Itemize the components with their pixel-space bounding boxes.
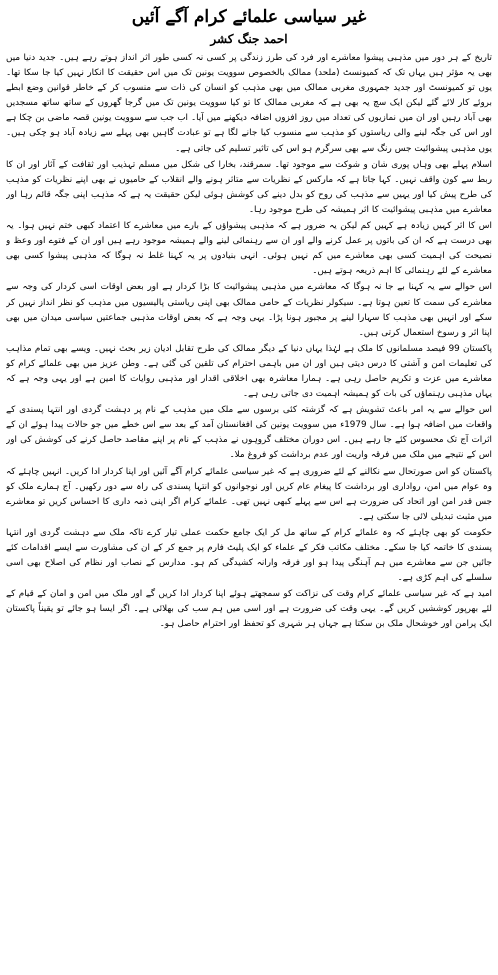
article-paragraph: تاریخ کے ہر دور میں مذہبی پیشوا معاشرے اور فرد کی طرز زندگی پر کسی نہ کسی طور اثر انداز ہوتے رہے ہیں۔ جدید دنیا میں بھی یہ مؤثر ہیں یہاں تک کہ کمیونسٹ (ملحد) ممالک بالخصوص سوویت یونین تک میں اس حقیقت کا انکار نہیں کیا جا سکا تھا۔ یوں تو کمیونسٹ اور جدید جمہوری مغربی ممالک میں بھی مذہب کو انسان کی ذات سے منسوب کر کے خاطر قوانین وضع ابطے بروئے کار لائے گئے لیکن ایک سچ یہ بھی ہے کہ مغربی ممالک کا تو کیا سوویت یونین تک میں گرجا گھروں کے ساتھ ساتھ مسجدیں بھی آباد رہیں اور ان میں نمازیوں کی تعداد میں روز افزوں اضافہ دیکھنے میں آیا۔ اب جب سے سوویت یونین قصہ ماضی بن چکا ہے اور اس کی جگہ لینے والی ریاستوں کو مذہب سے منسوب کیا جانے لگا ہے تو عبادت گاہیں بھی پہلے سے زیادہ آباد ہو چکی ہیں۔ یوں مذہبی پیشوائیت جس رنگ سے بھی سرگرم ہو اس کی تاثیر تسلیم کی جاتی ہے۔ (6, 53, 492, 154)
article-headline: غیر سیاسی علمائے کرام آگے آئیں (131, 7, 367, 27)
article-paragraph: اسلام پہلے بھی وہاں پوری شان و شوکت سے موجود تھا۔ سمرقند، بخارا کی شکل میں مسلم تہذیب اور ثقافت کے آثار اور ان کا ربط سے کون واقف نہیں۔ کہا جاتا ہے کہ مارکس کے نظریات سے متاثر ہونے والے انقلاب کے حامیوں نے بھی اپنے نظریات کو مذہب کی طرح پیش کیا اور یہیں سے مذہب کی روح کو بدل دینے کی کوشش ہوئی لیکن حقیقت یہ ہے کہ مذہب اپنی جگہ قائم رہا اور معاشرے میں مذہبی پیشوائیت کا اثر ہمیشہ کی طرح موجود رہا۔ (6, 159, 492, 215)
article-paragraph: اس کا اثر کہیں زیادہ ہے کہیں کم لیکن یہ ضرور ہے کہ مذہبی پیشواؤں کے بارے میں معاشرے کا اعتماد کبھی ختم نہیں ہوا۔ یہ بھی درست ہے کہ ان کی باتوں پر عمل کرنے والے اور ان سے رہنمائی لینے والے ہمیشہ موجود رہے ہیں اور ان کے فتوے اور وعظ و نصیحت کی اہمیت کسی بھی معاشرے میں کم نہیں ہوئی۔ انہی بنیادوں پر یہ کہنا غلط نہ ہوگا کہ مذہبی پیشوا کسی بھی معاشرے کے لئے رہنمائی کا اہم ذریعہ ہوتے ہیں۔ (6, 221, 492, 277)
article-body (6, 51, 492, 633)
article-paragraph: اس حوالے سے یہ کہنا بے جا نہ ہوگا کہ معاشرے میں مذہبی پیشوائیت کا بڑا کردار ہے اور بعض اوقات اسی کردار کی وجہ سے معاشرے کی سمت کا تعین ہوتا ہے۔ سیکولر نظریات کے حامی ممالک بھی اپنی ریاستی پالیسیوں میں مذہب کو نظر انداز نہیں کر سکے اور انہیں بھی مذہب کا سہارا لینے پر مجبور ہونا پڑا۔ یہی وجہ ہے کہ بعض اوقات مذہبی جماعتیں سیاسی میدان میں بھی اپنا اثر و رسوخ استعمال کرتی ہیں۔ (6, 282, 492, 338)
article-paragraph: امید ہے کہ غیر سیاسی علمائے کرام وقت کی نزاکت کو سمجھتے ہوئے اپنا کردار ادا کریں گے اور ملک میں امن و امان کے قیام کے لئے بھرپور کوششیں کریں گے۔ یہی وقت کی ضرورت ہے اور اسی میں ہم سب کی بھلائی ہے۔ اگر ایسا ہو جائے تو یقیناً پاکستان ایک پرامن اور خوشحال ملک بن سکتا ہے جہاں ہر شہری کو تحفظ اور احترام حاصل ہو۔ (6, 589, 492, 630)
article-column (6, 6, 492, 969)
article-byline: احمد جنگ کشر (210, 32, 288, 46)
article-paragraph: پاکستان کو اس صورتحال سے نکالنے کے لئے ضروری ہے کہ غیر سیاسی علمائے کرام آگے آئیں اور اپنا کردار ادا کریں۔ انہیں چاہئے کہ وہ عوام میں امن، رواداری اور برداشت کا پیغام عام کریں اور نوجوانوں کو انتہا پسندی کی راہ سے دور رکھیں۔ آج ہمارے ملک کو جس قدر امن اور اتحاد کی ضرورت ہے اس سے پہلے کبھی نہیں تھی۔ علمائے کرام اگر اپنی ذمہ داری کا احساس کریں تو معاشرے میں مثبت تبدیلی لائی جا سکتی ہے۔ (6, 466, 492, 522)
article-paragraph: حکومت کو بھی چاہئے کہ وہ علمائے کرام کے ساتھ مل کر ایک جامع حکمت عملی تیار کرے تاکہ ملک سے دہشت گردی اور انتہا پسندی کا خاتمہ کیا جا سکے۔ مختلف مکاتب فکر کے علماء کو ایک پلیٹ فارم پر جمع کر کے ان کی مشاورت سے ایسے اقدامات کئے جائیں جن سے معاشرے میں ہم آہنگی پیدا ہو اور فرقہ وارانہ کشیدگی کم ہو۔ مدارس کے نصاب اور نظام کی اصلاح بھی اسی سلسلے کی اہم کڑی ہے۔ (6, 527, 492, 584)
article-paragraph: پاکستان 99 فیصد مسلمانوں کا ملک ہے لہٰذا یہاں دنیا کے دیگر ممالک کی طرح تقابل ادیان زیر بحث نہیں۔ ویسے بھی تمام مذاہب کی تعلیمات امن و آشتی کا درس دیتی ہیں اور ان میں باہمی احترام کی تلقین کی گئی ہے۔ وطن عزیز میں بھی علمائے کرام کو معاشرے میں عزت و تکریم حاصل رہی ہے۔ ہمارا معاشرہ بھی اخلاقی اقدار اور مذہبی روایات کا امین ہے اور یہی وجہ ہے کہ یہاں مذہبی رہنماؤں کی بات کو ہمیشہ اہمیت دی جاتی رہی ہے۔ (6, 343, 492, 400)
article-paragraph: اس حوالے سے یہ امر باعث تشویش ہے کہ گزشتہ کئی برسوں سے ملک میں مذہب کے نام پر دہشت گردی اور انتہا پسندی کے واقعات میں اضافہ ہوا ہے۔ سال 1979ء میں سوویت یونین کی افغانستان آمد کے بعد سے اس خطے میں جو حالات پیدا ہوئے ان کے اثرات آج تک محسوس کئے جا رہے ہیں۔ اس دوران مختلف گروہوں نے مذہب کے نام پر اپنے مقاصد حاصل کرنے کی کوشش کی اور اس کے نتیجے میں ملک میں فرقہ واریت اور عدم برداشت کو فروغ ملا۔ (6, 405, 492, 461)
